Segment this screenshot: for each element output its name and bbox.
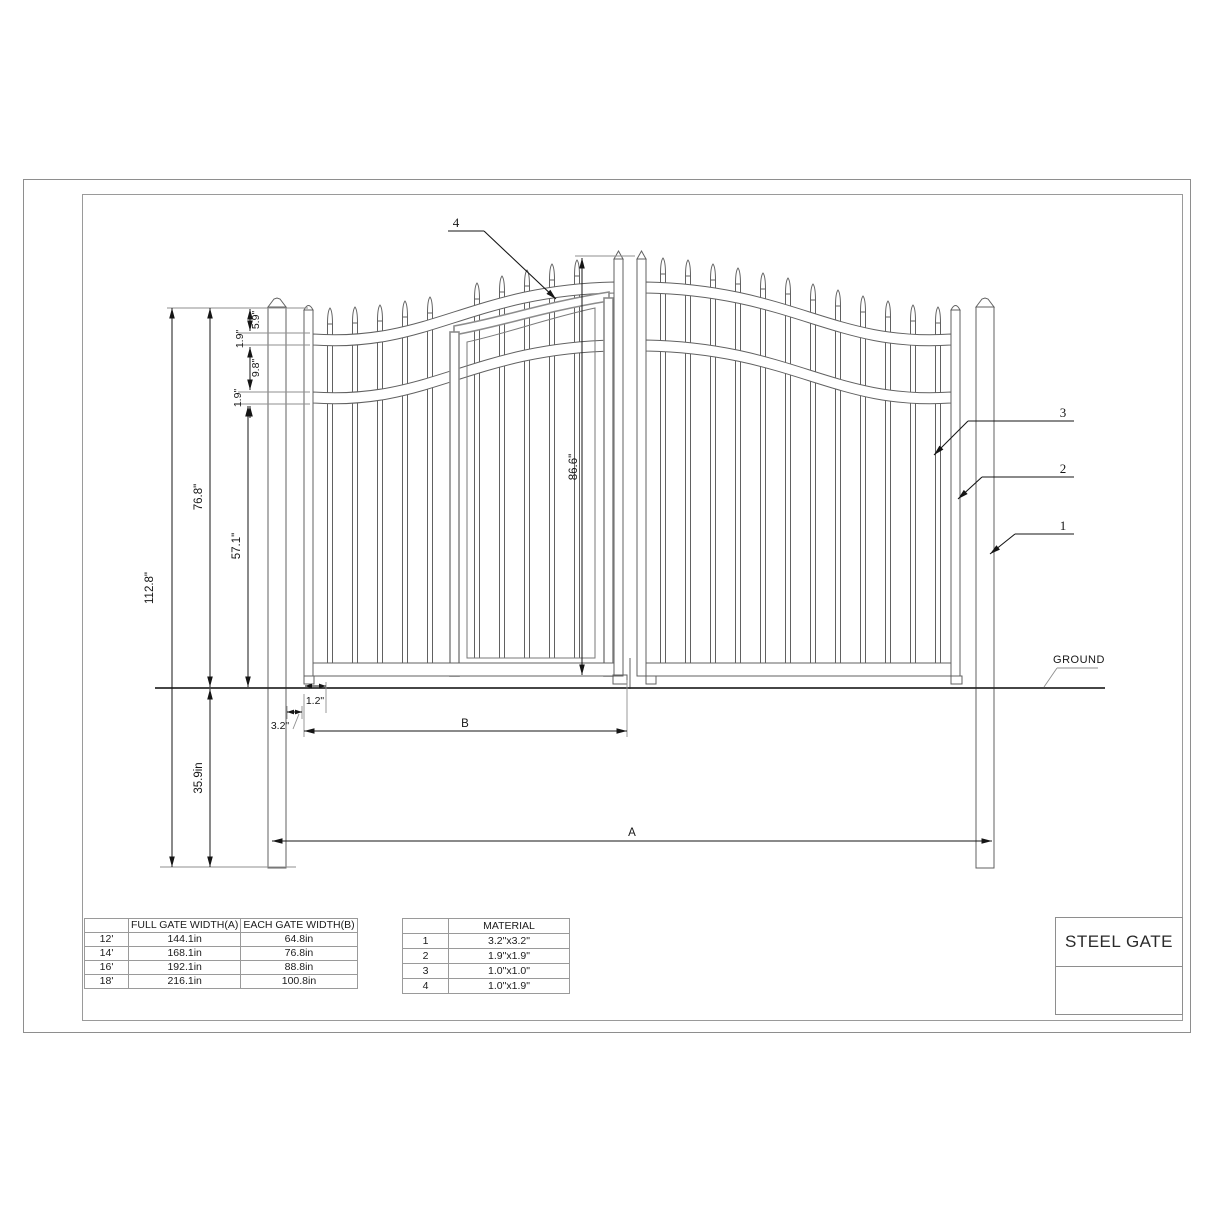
size-header-blank [85,919,129,933]
material-cell: 1 [403,934,449,949]
size-row [85,933,358,947]
material-row [403,934,570,949]
size-cell: 64.8in [241,933,357,947]
title-block [1055,917,1183,1015]
dim-total-height-label: 112.8" [144,571,156,605]
size-cell: 168.1in [129,947,241,961]
dim-rail1-thick-label: 1.9" [234,329,246,349]
drawing-title: STEEL GATE [1056,918,1182,967]
size-cell: 216.1in [129,975,241,989]
dim-leaf-width-label: B [461,718,469,730]
size-cell: 14' [85,947,129,961]
material-cell: 4 [403,979,449,994]
dim-above-ground-label: 76.8" [193,483,205,511]
size-header-each-width: EACH GATE WIDTH(B) [241,919,357,933]
size-row [85,961,358,975]
gate-size-table [84,918,358,989]
size-row [85,947,358,961]
dim-rail2-thick-label: 1.9" [232,388,244,408]
material-row [403,964,570,979]
left-leaf-pickets [328,297,433,663]
material-row [403,979,570,994]
left-post [268,298,286,868]
callout-3: 3 [1059,405,1067,420]
callout-1: 1 [1059,518,1067,533]
bottom-rails [304,658,962,689]
material-cell: 1.0"x1.9" [449,979,570,994]
material-cell: 2 [403,949,449,964]
dim-lower-section-label: 57.1" [231,532,243,560]
material-header-row [403,919,570,934]
size-cell: 18' [85,975,129,989]
material-cell: 1.9"x1.9" [449,949,570,964]
size-cell: 12' [85,933,129,947]
dim-rail-gap-label: 9.8" [250,358,262,378]
dim-post-gap-label: 3.2" [270,720,290,732]
ground-label: GROUND [1053,654,1105,666]
dimension-labels [144,215,1105,839]
dim-full-width-label: A [628,827,636,839]
material-table [402,918,570,994]
material-cell: 1.0"x1.0" [449,964,570,979]
material-row [403,949,570,964]
right-post [976,298,994,868]
dim-bottom-offset-label: 1.2" [305,695,325,707]
dim-spear-label: 5.9" [250,310,262,330]
right-leaf-rails [646,282,951,404]
size-cell: 192.1in [129,961,241,975]
size-cell: 144.1in [129,933,241,947]
callout-4: 4 [452,215,460,230]
size-cell: 16' [85,961,129,975]
dim-below-ground-label: 35.9in [193,762,205,794]
dim-arch-height-label: 86.6" [568,453,580,481]
size-cell: 88.8in [241,961,357,975]
material-header: MATERIAL [449,919,570,934]
size-row [85,975,358,989]
size-header-full-width: FULL GATE WIDTH(A) [129,919,241,933]
size-cell: 100.8in [241,975,357,989]
callout-2: 2 [1059,461,1067,476]
size-cell: 76.8in [241,947,357,961]
title-block-empty-cell [1056,967,1182,1014]
material-cell: 3.2"x3.2" [449,934,570,949]
size-header-row [85,919,358,933]
material-cell: 3 [403,964,449,979]
dimension-lines [172,258,992,867]
material-header-blank [403,919,449,934]
